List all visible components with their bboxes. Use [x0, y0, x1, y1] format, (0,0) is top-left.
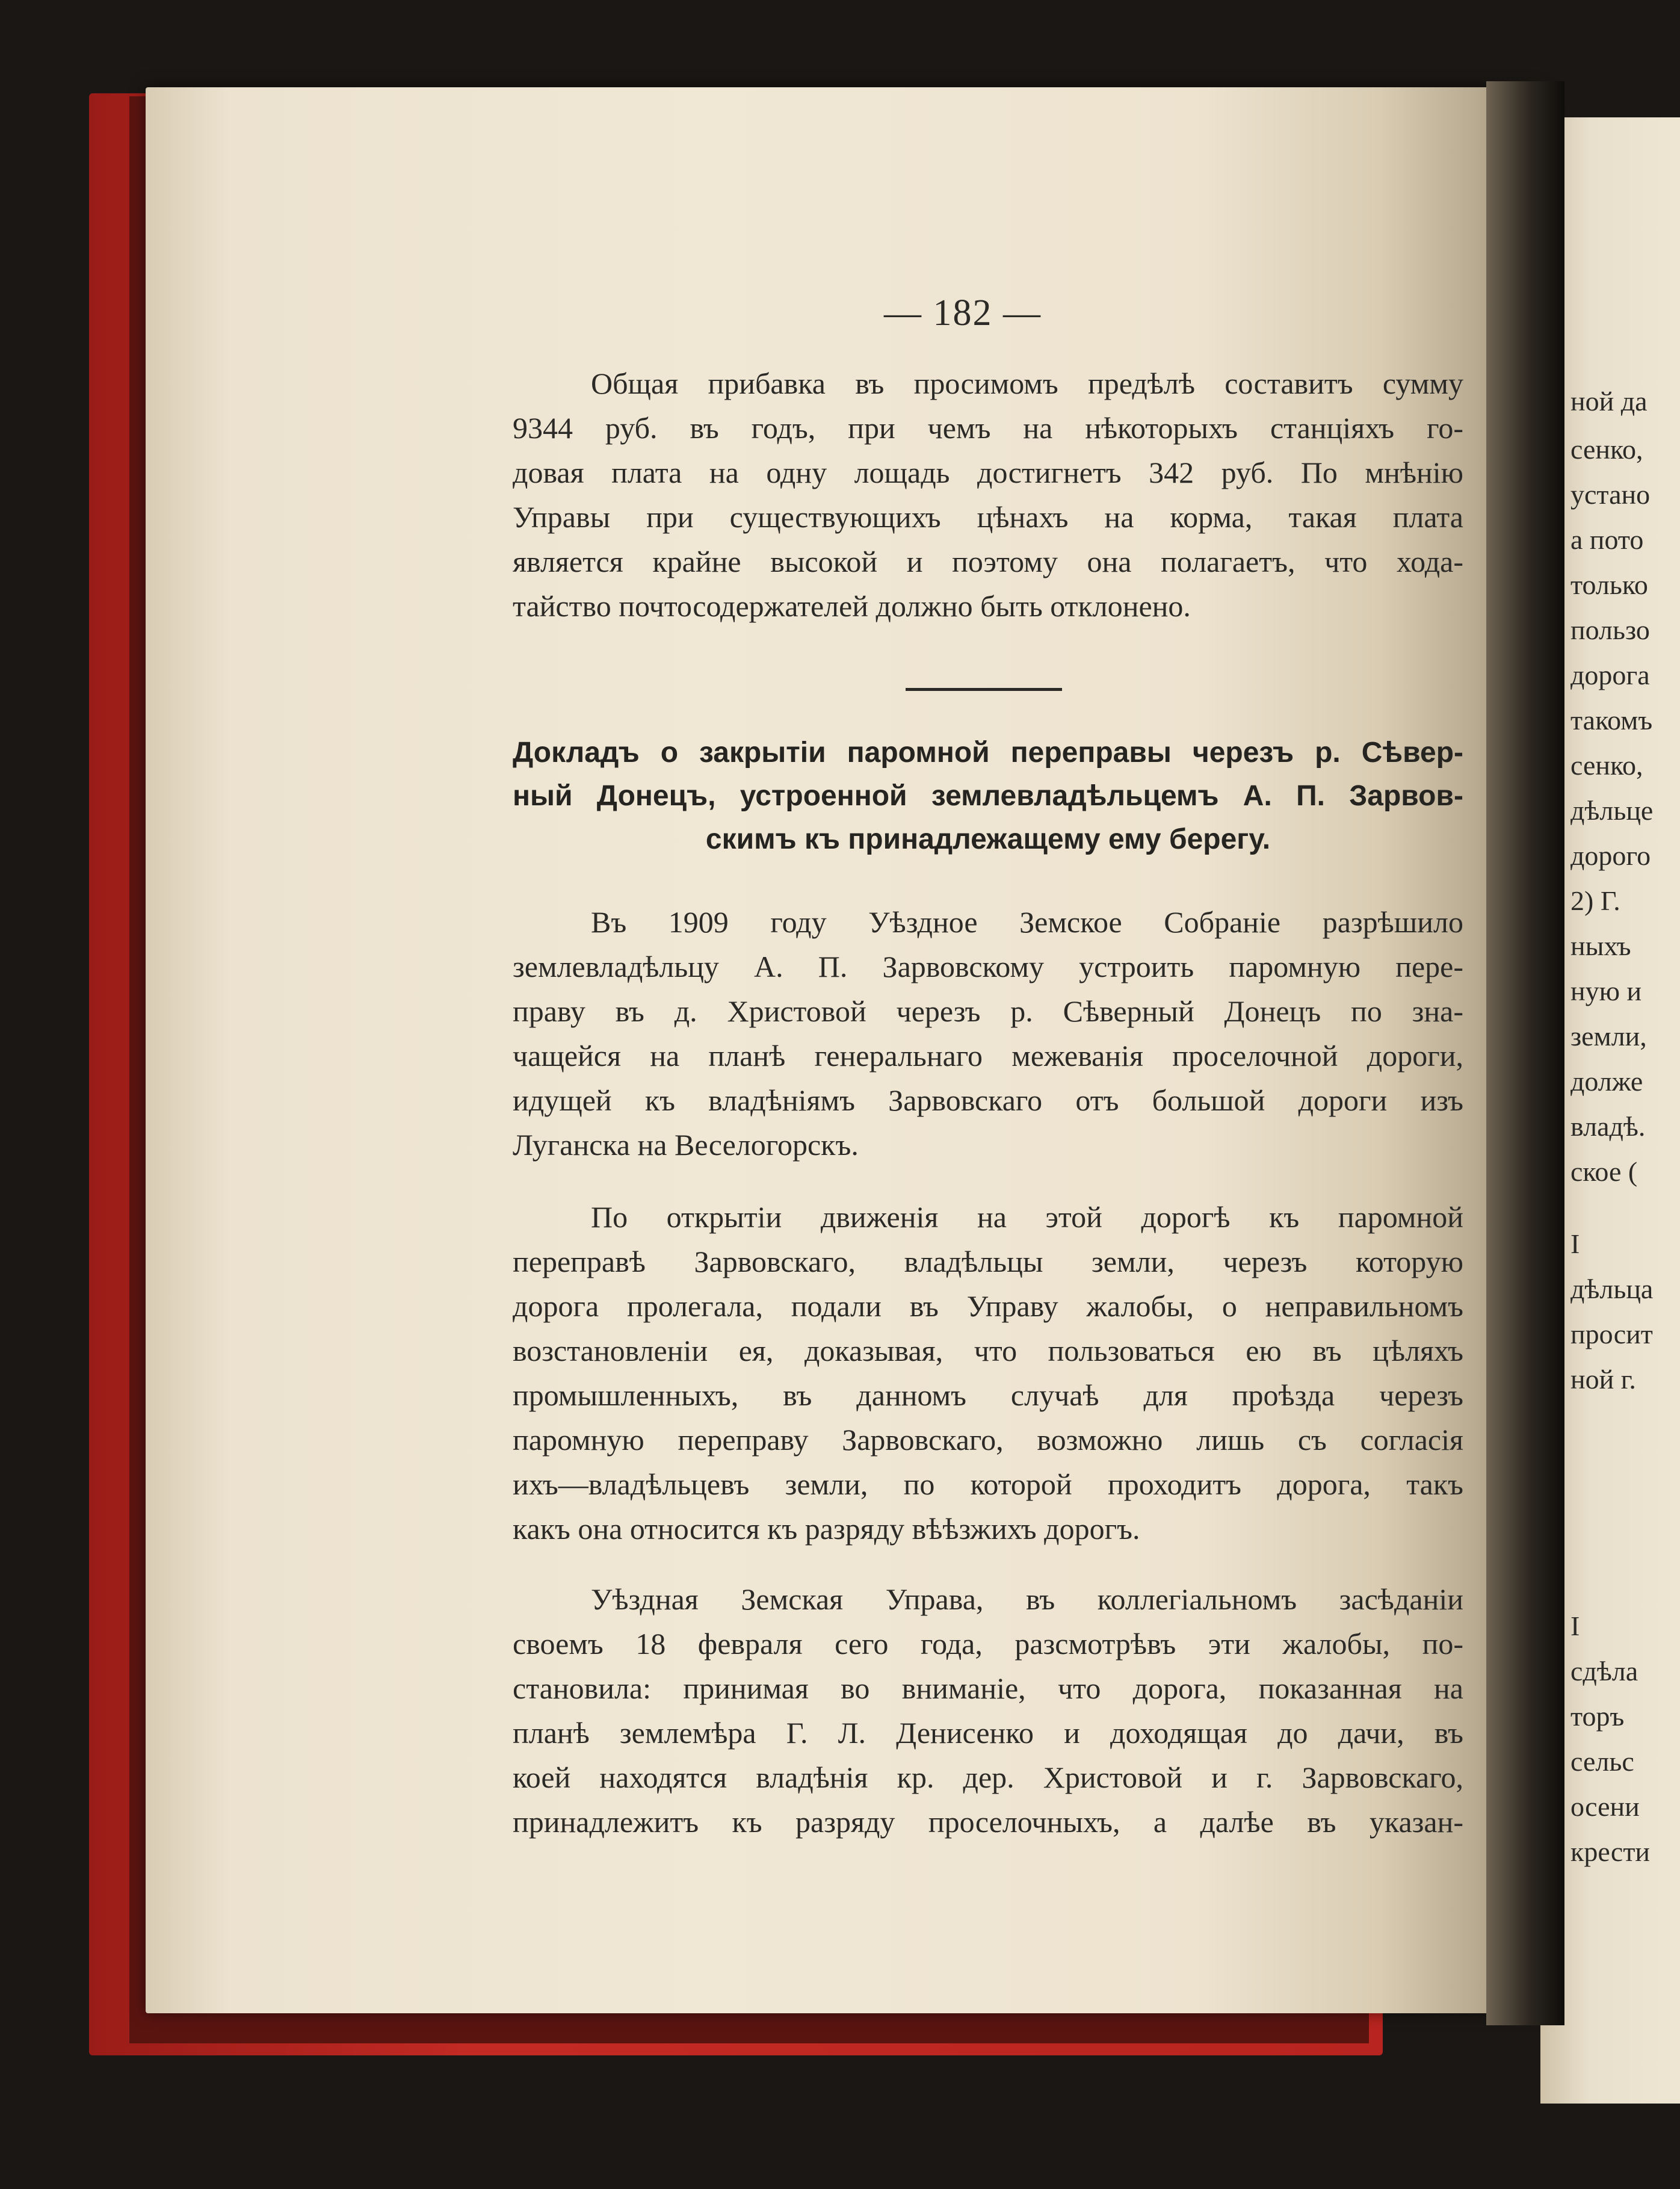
text-line: паромную переправу Зарвовскаго, возможно лишь съ согласія [513, 1423, 1463, 1457]
text-line: По открытіи движенія на этой дорогѣ къ паромной [591, 1200, 1463, 1234]
right-page-line: ной да [1570, 386, 1648, 416]
text-line: Докладъ о закрытіи паромной переправы черезъ р. Сѣвер- [513, 737, 1463, 769]
right-page-line: ной г. [1570, 1364, 1636, 1395]
right-page-line: устано [1570, 479, 1651, 510]
text-line: какъ она относится къ разряду вѣѣзжихъ дорогъ. [513, 1512, 1140, 1546]
section-divider [906, 688, 1062, 691]
text-line: Управы при существующихъ цѣнахъ на корма, такая плата [513, 500, 1463, 534]
paragraph-3 [513, 1195, 1463, 1551]
text-line: 9344 руб. въ годъ, при чемъ на нѣкоторыхъ станціяхъ го- [513, 411, 1463, 445]
text-line: переправѣ Зарвовскаго, владѣльцы земли, черезъ которую [513, 1245, 1463, 1278]
right-page-line: земли, [1570, 1021, 1647, 1051]
text-line: Луганска на Веселогорскъ. [513, 1128, 859, 1162]
text-line: праву въ д. Христовой черезъ р. Сѣверный Донецъ по зна- [513, 994, 1463, 1028]
right-page-line: дѣльце [1570, 795, 1654, 826]
right-page-line: просит [1570, 1319, 1653, 1349]
text-line: дорога пролегала, подали въ Управу жалобы, о неправильномъ [513, 1289, 1463, 1323]
paragraph-1 [513, 361, 1463, 628]
book-gutter [1486, 81, 1564, 2025]
right-page-line: осени [1570, 1791, 1640, 1822]
text-line: скимъ къ принадлежащему ему берегу. [705, 823, 1271, 855]
text-line: коей находятся владѣнія кр. дер. Христовой и г. Зарвовскаго, [513, 1760, 1463, 1794]
right-page-line: крести [1570, 1836, 1651, 1867]
text-line: принадлежитъ къ разряду проселочныхъ, а далѣе въ указан- [513, 1805, 1463, 1839]
right-page-line: долже [1570, 1066, 1643, 1097]
text-line: возстановленіи ея, доказывая, что пользоваться ею въ цѣляхъ [513, 1334, 1463, 1367]
right-page-line: І [1570, 1611, 1580, 1641]
paragraph-4 [513, 1577, 1463, 1844]
text-line: становила: принимая во вниманіе, что дорога, показанная на [513, 1671, 1463, 1705]
right-page-line: сельс [1570, 1746, 1634, 1777]
right-page-line: а пото [1570, 524, 1644, 555]
right-page-line: сдѣла [1570, 1656, 1638, 1686]
text-line: ный Донецъ, устроенной землевладѣльцемъ А. П. Зарвов- [513, 780, 1463, 812]
right-page-line: І [1570, 1228, 1580, 1259]
right-page-line: торъ [1570, 1701, 1625, 1732]
right-page-line: ское ( [1570, 1156, 1638, 1187]
right-page-line: сенко, [1570, 750, 1643, 781]
right-page-line: дорога [1570, 660, 1650, 690]
text-line: чащейся на планѣ генеральнаго межеванія проселочной дороги, [513, 1039, 1463, 1073]
right-page-line: дорого [1570, 840, 1651, 871]
section-heading [513, 731, 1463, 861]
text-line: ихъ—владѣльцевъ земли, по которой проходитъ дорога, такъ [513, 1467, 1463, 1501]
right-page-line: дѣльца [1570, 1274, 1654, 1304]
text-line: является крайне высокой и поэтому она полагаетъ, что хода- [513, 545, 1463, 578]
right-page-line: сенко, [1570, 434, 1643, 465]
text-line: своемъ 18 февраля сего года, разсмотрѣвъ эти жалобы, по- [513, 1627, 1463, 1661]
text-line: довая плата на одну лощадь достигнетъ 342 руб. По мнѣнію [513, 456, 1463, 489]
text-line: тайство почтосодержателей должно быть отклонено. [513, 589, 1191, 623]
text-line: Общая прибавка въ просимомъ предѣлѣ составитъ сумму [591, 367, 1463, 400]
right-page-line: 2) Г. [1570, 885, 1620, 916]
paragraph-2 [513, 900, 1463, 1167]
right-page-line: такомъ [1570, 705, 1653, 735]
text-line: Уѣздная Земская Управа, въ коллегіальномъ засѣданіи [591, 1582, 1463, 1616]
right-page-line: владѣ. [1570, 1111, 1646, 1142]
text-line: Въ 1909 году Уѣздное Земское Собраніе разрѣшило [591, 905, 1463, 939]
right-page-line: ныхъ [1570, 930, 1631, 961]
right-page-line: пользо [1570, 615, 1650, 645]
text-line: землевладѣльцу А. П. Зарвовскому устроить паромную пере- [513, 950, 1463, 983]
text-line: промышленныхъ, въ данномъ случаѣ для проѣзда черезъ [513, 1378, 1463, 1412]
right-page-line: только [1570, 569, 1648, 600]
page-number: — 182 — [884, 293, 1042, 333]
text-line: идущей къ владѣніямъ Зарвовскаго отъ большой дороги изъ [513, 1083, 1463, 1117]
right-page-line: ную и [1570, 976, 1642, 1006]
text-line: планѣ землемѣра Г. Л. Денисенко и доходящая до дачи, въ [513, 1716, 1463, 1750]
